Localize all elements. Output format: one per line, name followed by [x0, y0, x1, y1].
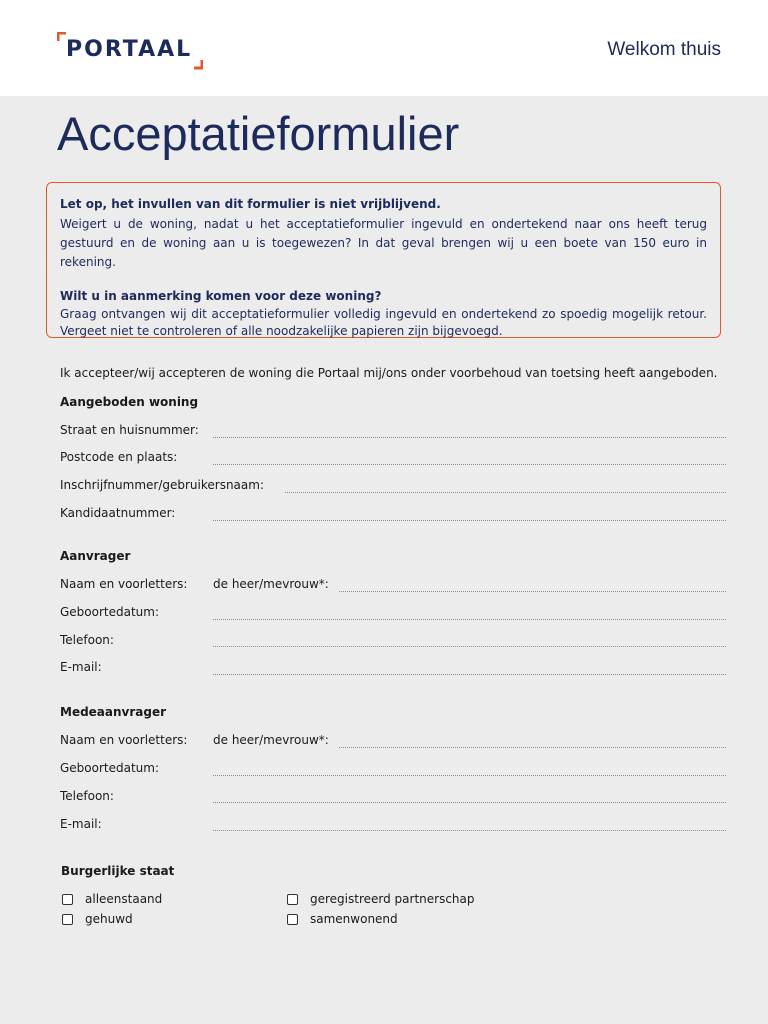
notice-heading-1: Let op, het invullen van dit formulier is niet vrijblijvend. [60, 197, 441, 211]
field-postcode[interactable] [213, 464, 726, 465]
label-mede-naam: Naam en voorletters: [60, 733, 188, 747]
intro-text: Ik accepteer/wij accepteren de woning die Portaal mij/ons onder voorbehoud van toetsing heeft aangeboden. [60, 366, 718, 380]
label-mede-aanhef: de heer/mevrouw*: [213, 733, 329, 747]
label-mede-email: E-mail: [60, 817, 102, 831]
label-straat: Straat en huisnummer: [60, 423, 199, 437]
field-mede-naam[interactable] [339, 747, 726, 748]
label-aanvrager-aanhef: de heer/mevrouw*: [213, 577, 329, 591]
checkbox-samenwonend[interactable] [287, 914, 298, 925]
field-kandidaatnummer[interactable] [213, 520, 726, 521]
option-label: geregistreerd partnerschap [310, 892, 475, 906]
portaal-logo[interactable] [57, 32, 203, 70]
option-label: alleenstaand [85, 892, 163, 906]
option-alleenstaand[interactable] [62, 892, 162, 906]
label-kandidaatnummer: Kandidaatnummer: [60, 506, 176, 520]
field-aanvrager-telefoon[interactable] [213, 646, 726, 647]
tagline: Welkom thuis [607, 39, 721, 60]
label-aanvrager-geboortedatum: Geboortedatum: [60, 605, 160, 619]
label-mede-telefoon: Telefoon: [60, 789, 114, 803]
label-aanvrager-email: E-mail: [60, 660, 102, 674]
label-postcode: Postcode en plaats: [60, 450, 178, 464]
label-mede-geboortedatum: Geboortedatum: [60, 761, 160, 775]
notice-box [46, 182, 721, 338]
checkbox-geregistreerd-partnerschap[interactable] [287, 894, 298, 905]
notice-text-2: Graag ontvangen wij dit acceptatieformulier volledig ingevuld en ondertekend zo spoedig mogelijk retour. Vergeet niet te controleren of alle noodzakelijke papieren zijn bijgevoegd. [60, 307, 707, 338]
section-aanvrager: Aanvrager [60, 549, 131, 563]
page-header [0, 0, 768, 96]
field-straat[interactable] [213, 437, 726, 438]
option-label: samenwonend [310, 912, 398, 926]
field-mede-telefoon[interactable] [213, 802, 726, 803]
notice-heading-2: Wilt u in aanmerking komen voor deze woning? [60, 289, 382, 303]
option-samenwonend[interactable] [287, 912, 398, 926]
label-inschrijfnummer: Inschrijfnummer/gebruikersnaam: [60, 478, 264, 492]
label-aanvrager-telefoon: Telefoon: [60, 633, 114, 647]
field-mede-geboortedatum[interactable] [213, 775, 726, 776]
section-aangeboden-woning: Aangeboden woning [60, 395, 199, 409]
checkbox-alleenstaand[interactable] [62, 894, 73, 905]
section-burgerlijke-staat: Burgerlijke staat [61, 864, 175, 878]
section-medeaanvrager: Medeaanvrager [60, 705, 167, 719]
label-aanvrager-naam: Naam en voorletters: [60, 577, 188, 591]
field-aanvrager-naam[interactable] [339, 591, 726, 592]
checkbox-gehuwd[interactable] [62, 914, 73, 925]
logo-text: PORTAAL [66, 37, 193, 62]
option-geregistreerd-partnerschap[interactable] [287, 892, 475, 906]
option-label: gehuwd [85, 912, 133, 926]
notice-text-1: Weigert u de woning, nadat u het acceptatieformulier ingevuld en ondertekend naar ons heeft terug gestuurd en de woning aan u is toegewezen? In dat geval brengen wij u een boete van 150 euro in rekening. [60, 217, 707, 269]
field-mede-email[interactable] [213, 830, 726, 831]
field-inschrijfnummer[interactable] [285, 492, 726, 493]
field-aanvrager-email[interactable] [213, 674, 726, 675]
page-title: Acceptatieformulier [57, 107, 460, 160]
field-aanvrager-geboortedatum[interactable] [213, 619, 726, 620]
option-gehuwd[interactable] [62, 912, 133, 926]
